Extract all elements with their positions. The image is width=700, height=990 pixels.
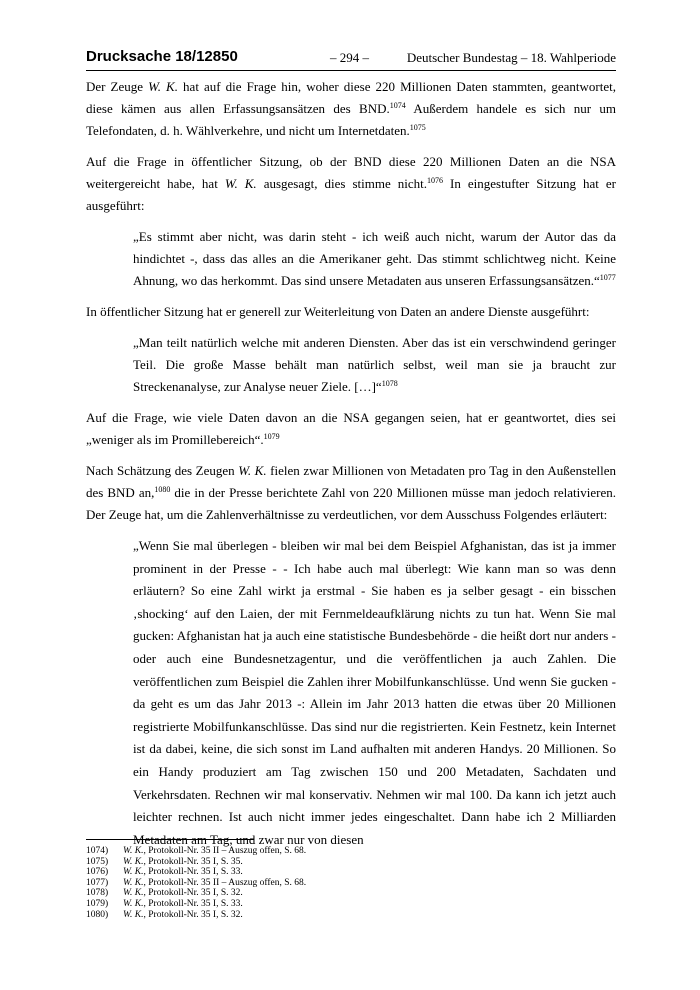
- text: In eingestufter Sitzung hat er ausgeführt:: [86, 176, 616, 213]
- witness-name: W. K.: [123, 867, 144, 878]
- footnote-ref[interactable]: 1077: [599, 273, 616, 282]
- header-right-text: Deutscher Bundestag – 18. Wahlperiode: [406, 50, 616, 65]
- text: die in der Presse berichtete Zahl von 220 Millionen müsse man jedoch relativieren. Der Zeuge hat, um die Zahlenverhältnisse zu verdeutlichen, vor dem Ausschuss Folgendes erläutert:: [86, 485, 616, 522]
- footnote-number: 1075): [86, 856, 109, 867]
- witness-name: W. K.: [224, 176, 257, 191]
- footnote-text: , Protokoll-Nr. 35 I, S. 33.: [143, 898, 243, 909]
- page-number: – 294 –: [330, 50, 369, 65]
- quote-text: „Es stimmt aber nicht, was darin steht - ich weiß auch nicht, warum der Autor das da hindichtet -, dass das alles an die Amerikaner geht. Das stimmt schlichtweg nicht. Keine Ahnung, wo das herkommt. Das sind unsere Metadaten aus unseren Erfassungsansätzen.“: [133, 229, 616, 288]
- footnote: [86, 846, 616, 857]
- footnote: [86, 910, 616, 921]
- text: hat auf die Frage hin, woher diese 220 Millionen Daten stammten, geantwortet, diese kämen aus allen Erfassungsansätzen des BND.: [86, 79, 617, 116]
- footnotes: [86, 846, 616, 920]
- footnote-ref[interactable]: 1075: [409, 123, 426, 132]
- text: Außerdem handele es sich nur um Telefondaten, d. h. Wählverkehre, und nicht um Internetdaten.: [86, 101, 616, 138]
- text: Nach Schätzung des Zeugen: [86, 463, 239, 478]
- footnote-number: 1078): [86, 888, 109, 899]
- document-body: [86, 76, 616, 860]
- footnote-number: 1080): [86, 909, 109, 920]
- quote-text: „Wenn Sie mal überlegen - bleiben wir mal bei dem Beispiel Afghanistan, das ist ja immer prominent in der Presse - - Ich habe auch mal überlegt: Wie kann man so was denn erläutern? So eine Zahl wirkt ja erstmal - Sie haben es ja selber gesagt - ein bisschen ‚shocking‘ auf den Laien, der mit Fernmeldeaufklärung nichts zu tun hat. Wenn Sie mal gucken: Afghanistan hat ja auch eine statistische Bundesbehörde - die heißt dort nur anders - oder auch eine Bundesnetzagentur, und die veröffentlichen ja auch Zahlen. Die veröffentlichen zum Beispiel die Zahlen ihrer Mobilfunkanschlüsse. Und wenn Sie gucken - da geht es um das Jahr 2013 -: Allein im Jahr 2013 hatten die etwas über 20 Millionen registrierte Mobilfunkanschlüsse. Das sind nur die registrierten. Kein Festnetz, kein Internet ist da dabei, keine, die sich sonst im Land aufhalten mit anderen Handys. 20 Millionen. So ein Handy produziert am Tag zwischen 150 und 200 Metadaten, Sachdaten und Verkehrsdaten. Rechnen wir mal konservativ. Nehmen wir mal 100. Da kann ich jetzt auch leichter rechnen. Ist auch nicht immer jedes eingeschaltet. Dann habe ich 2 Milliarden Metadaten am Tag, und zwar nur von diesen: [133, 538, 616, 847]
- footnote-number: 1077): [86, 877, 109, 888]
- quote-text: „Man teilt natürlich welche mit anderen Diensten. Aber das ist ein verschwindend geringer Teil. Die große Masse behält man natürlich selbst, weil man sie ja braucht zur Streckenanalyse, zur Analyse neuer Ziele. […]“: [133, 335, 616, 394]
- quote-3: [133, 535, 616, 851]
- footnote-number: 1079): [86, 898, 109, 909]
- footnote-ref[interactable]: 1076: [427, 176, 443, 185]
- footnote-text: , Protokoll-Nr. 35 I, S. 32.: [143, 909, 243, 920]
- footnote-ref[interactable]: 1079: [263, 432, 280, 441]
- witness-name: W. K.: [148, 79, 178, 94]
- footnote: [86, 857, 616, 868]
- witness-name: W. K.: [123, 898, 144, 909]
- paragraph-4: [86, 407, 616, 451]
- footnote-divider: [86, 839, 254, 840]
- quote-2: [133, 332, 616, 398]
- text: Auf die Frage, wie viele Daten davon an die NSA gegangen seien, hat er geantwortet, dies sei „weniger als im Promillebereich“.: [86, 410, 616, 447]
- witness-name: W. K.: [123, 877, 144, 888]
- footnote-ref[interactable]: 1080: [154, 485, 171, 494]
- footnote-text: , Protokoll-Nr. 35 II – Auszug offen, S. 68.: [143, 846, 307, 856]
- paragraph-1: [86, 76, 616, 142]
- witness-name: W. K.: [123, 846, 144, 856]
- text: fielen zwar Millionen von Metadaten pro Tag in den Außenstellen des BND an,: [86, 463, 616, 500]
- text: Der Zeuge: [86, 79, 149, 94]
- page-header: [86, 48, 616, 71]
- doc-label: Drucksache 18/12850: [86, 48, 238, 65]
- quote-1: [133, 226, 616, 292]
- footnote-text: , Protokoll-Nr. 35 I, S. 33.: [143, 867, 243, 878]
- witness-name: W. K.: [123, 856, 144, 867]
- witness-name: W. K.: [123, 909, 144, 920]
- footnote: [86, 899, 616, 910]
- text: ausgesagt, dies stimme nicht.: [256, 176, 427, 191]
- witness-name: W. K.: [238, 463, 267, 478]
- witness-name: W. K.: [123, 888, 144, 899]
- footnote: [86, 867, 616, 878]
- paragraph-2: [86, 151, 616, 217]
- footnote-ref[interactable]: 1078: [381, 379, 398, 388]
- text: In öffentlicher Sitzung hat er generell zur Weiterleitung von Daten an andere Dienste ausgeführt:: [86, 304, 590, 319]
- footnote-text: , Protokoll-Nr. 35 I, S. 32.: [143, 888, 243, 899]
- footnote-ref[interactable]: 1074: [389, 101, 406, 110]
- footnote-text: , Protokoll-Nr. 35 II – Auszug offen, S. 68.: [143, 877, 307, 888]
- footnote-text: , Protokoll-Nr. 35 I, S. 35.: [143, 856, 243, 867]
- footnote-number: 1076): [86, 867, 109, 878]
- paragraph-3: [86, 301, 616, 323]
- paragraph-5: [86, 460, 616, 526]
- footnote: [86, 878, 616, 889]
- text: Auf die Frage in öffentlicher Sitzung, ob der BND diese 220 Millionen Daten an die NSA weitergereicht habe, hat: [86, 154, 616, 191]
- footnote-number: 1074): [86, 846, 109, 856]
- footnote: [86, 888, 616, 899]
